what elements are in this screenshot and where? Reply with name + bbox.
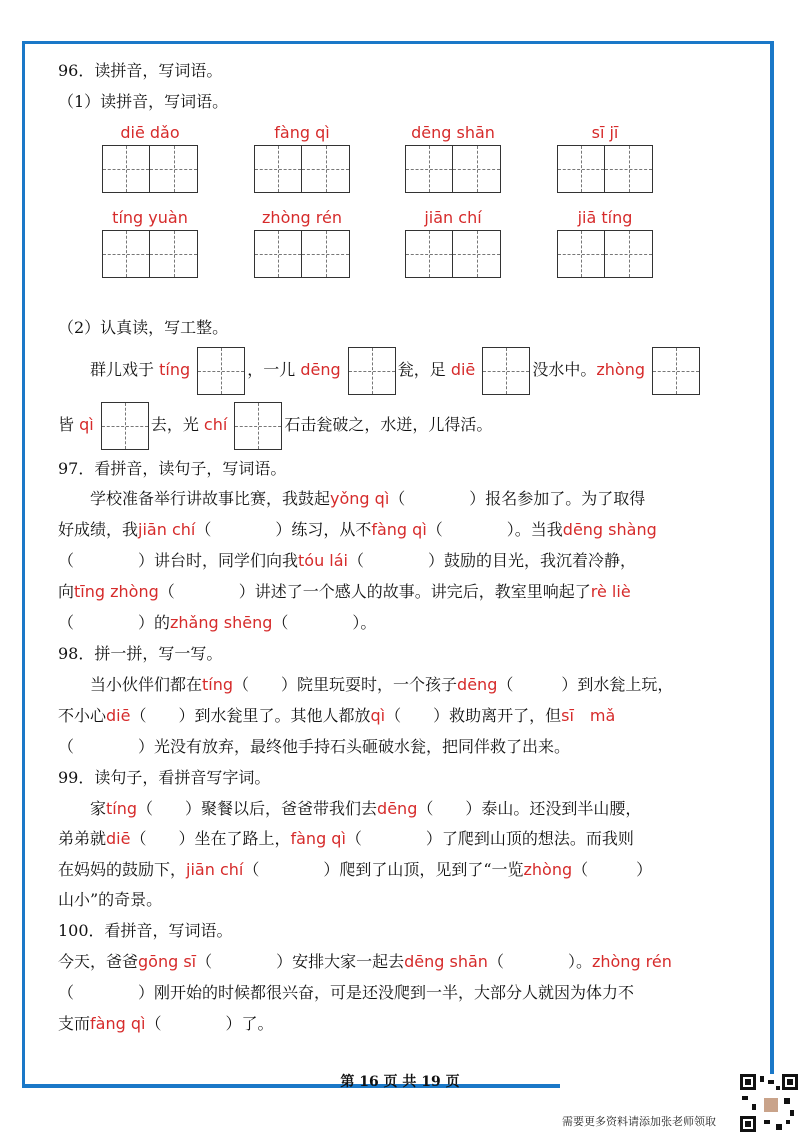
pinyin: rè liè [590, 582, 631, 601]
text: 在妈妈的鼓励下， [58, 860, 187, 879]
q100-line-3 [58, 1014, 748, 1034]
writing-box[interactable] [102, 230, 150, 278]
answer-blank[interactable]: （ ）光没有放弃，最终他手持石头砸破水瓮，把同伴救了出来。 [58, 737, 571, 756]
qr-code [740, 1074, 798, 1132]
pinyin: qì [79, 415, 94, 434]
text: 支而 [58, 1014, 91, 1033]
answer-blank[interactable]: （ ）练习，从不 [195, 520, 372, 539]
pinyin: dēng [377, 799, 418, 818]
writing-box[interactable] [302, 230, 350, 278]
answer-blank[interactable]: （ ）的 [58, 613, 171, 632]
q100-line-2 [58, 983, 748, 1003]
q99-line-2 [58, 829, 748, 849]
q100-title: 100．看拼音，写词语。 [58, 921, 233, 940]
writing-box[interactable] [453, 145, 501, 193]
writing-box[interactable] [101, 402, 149, 450]
writing-box[interactable] [150, 145, 198, 193]
pinyin: gōng sī [138, 952, 197, 971]
pinyin: tíng [159, 360, 191, 379]
answer-blank[interactable]: （ ）到水瓮上玩， [497, 675, 674, 694]
word-grid-row-1 [100, 123, 740, 175]
answer-blank[interactable]: （ ）了爬到山顶的想法。而我则 [345, 829, 634, 848]
pinyin: dēng shān [404, 952, 488, 971]
answer-blank[interactable]: （ ）院里玩耍时，一个孩子 [233, 675, 458, 694]
writing-box[interactable] [102, 145, 150, 193]
writing-box[interactable] [605, 145, 653, 193]
word-cell [100, 123, 200, 193]
pinyin: dēng shàng [562, 520, 657, 539]
q97-line-5 [58, 613, 748, 633]
avatar [762, 1096, 780, 1114]
answer-blank[interactable]: （ ）聚餐以后，爸爸带我们去 [137, 799, 378, 818]
q98-line-3 [58, 737, 748, 757]
text: 当小伙伴们都在 [90, 675, 203, 694]
text: 家 [90, 799, 107, 818]
answer-blank[interactable]: （ ）。当我 [426, 520, 563, 539]
pinyin: diē [106, 706, 131, 725]
q100-line-1 [58, 952, 748, 972]
q98-title: 98．拼一拼，写一写。 [58, 644, 223, 663]
answer-blank[interactable]: （ ）。 [272, 613, 377, 632]
answer-blank[interactable]: （ ）爬到了山顶，见到了“一览 [243, 860, 524, 879]
pinyin: tíng [202, 675, 234, 694]
writing-box[interactable] [302, 145, 350, 193]
answer-blank[interactable]: （ ）泰山。还没到半山腰， [417, 799, 642, 818]
q97-line-2 [58, 520, 748, 540]
text: 山小”的奇景。 [58, 890, 163, 909]
writing-box[interactable] [348, 347, 396, 395]
writing-box[interactable] [652, 347, 700, 395]
q97-line-1 [90, 489, 780, 509]
pinyin: qì [370, 706, 386, 725]
writing-box[interactable] [197, 347, 245, 395]
word-cell [252, 208, 352, 278]
pinyin: fàng qì [274, 123, 330, 142]
pinyin: yǒng qì [330, 489, 390, 508]
writing-box[interactable] [557, 230, 605, 278]
pinyin: zhǎng shēng [170, 613, 273, 632]
q96-part2-title: （2）认真读，写工整。 [58, 318, 229, 337]
pinyin: dēng shān [411, 123, 495, 142]
writing-box[interactable] [254, 230, 302, 278]
answer-blank[interactable]: （ ）讲述了一个感人的故事。讲完后，教室里响起了 [158, 582, 591, 601]
text: 皆 [58, 415, 75, 434]
answer-blank[interactable]: （ ）了。 [145, 1014, 274, 1033]
pinyin: zhòng [523, 860, 573, 879]
q96-title: 96．读拼音，写词语。 [58, 61, 223, 80]
writing-box[interactable] [453, 230, 501, 278]
q99-line-3 [58, 860, 748, 880]
answer-blank[interactable]: （ ）报名参加了。为了取得 [389, 489, 646, 508]
writing-box[interactable] [605, 230, 653, 278]
pinyin: diē [450, 360, 476, 379]
word-cell [100, 208, 200, 278]
text: 不小心 [58, 706, 107, 725]
word-grid-row-2 [100, 208, 740, 260]
pinyin: zhòng rén [591, 952, 672, 971]
text: ，一儿 [247, 360, 296, 379]
pinyin: tīng zhòng [74, 582, 159, 601]
pinyin: dēng [300, 360, 341, 379]
answer-blank[interactable]: （ ）讲台时，同学们向我 [58, 551, 299, 570]
pinyin: zhòng rén [262, 208, 342, 227]
pinyin: tóu lái [298, 551, 348, 570]
q96-sentence-1 [90, 345, 780, 395]
q98-line-1 [90, 675, 780, 695]
q97-line-3 [58, 551, 748, 571]
word-cell [403, 208, 503, 278]
answer-blank[interactable]: （ ）。 [487, 952, 592, 971]
text: 石击瓮破之，水迸，儿得活。 [284, 415, 493, 434]
pinyin: fàng qì [371, 520, 427, 539]
pinyin: tíng [106, 799, 138, 818]
q97-title: 97．看拼音，读句子，写词语。 [58, 459, 287, 478]
text: 好成绩，我 [58, 520, 139, 539]
answer-blank[interactable]: （ ）到水瓮里了。其他人都放 [130, 706, 371, 725]
q99-title: 99．读句子，看拼音写字词。 [58, 768, 271, 787]
pinyin: diē dǎo [120, 123, 180, 142]
answer-blank[interactable]: （ ）救助离开了，但 [385, 706, 562, 725]
q99-line-1 [90, 799, 780, 819]
writing-box[interactable] [405, 145, 453, 193]
text: 没水中。 [532, 360, 597, 379]
writing-box[interactable] [234, 402, 282, 450]
pinyin: jiān chí [186, 860, 244, 879]
footer-note: 需要更多资料请添加张老师领取 [562, 1115, 716, 1128]
pinyin: fàng qì [90, 1014, 146, 1033]
answer-blank[interactable]: （ ） [572, 860, 653, 879]
pinyin: jiā tíng [577, 208, 633, 227]
writing-box[interactable] [150, 230, 198, 278]
word-cell [403, 123, 503, 193]
q98-line-2 [58, 706, 748, 726]
writing-box[interactable] [254, 145, 302, 193]
pinyin: jiān chí [138, 520, 196, 539]
pinyin: diē [106, 829, 131, 848]
pinyin: sī jī [591, 123, 619, 142]
word-cell [555, 208, 655, 278]
pinyin: jiān chí [424, 208, 482, 227]
text: 学校准备举行讲故事比赛，我鼓起 [90, 489, 331, 508]
pinyin: sī mǎ [561, 706, 616, 725]
text: 瓮，足 [397, 360, 446, 379]
answer-blank[interactable]: （ ）安排大家一起去 [196, 952, 405, 971]
word-cell [555, 123, 655, 193]
writing-box[interactable] [557, 145, 605, 193]
writing-box[interactable] [482, 347, 530, 395]
text: 去，光 [150, 415, 199, 434]
page-number: 第 16 页 共 19 页 [340, 1074, 460, 1090]
text: 弟弟就 [58, 829, 107, 848]
q99-line-4 [58, 890, 748, 910]
pinyin: tíng yuàn [112, 208, 188, 227]
answer-blank[interactable]: （ ）鼓励的目光，我沉着冷静， [348, 551, 637, 570]
text: 今天，爸爸 [58, 952, 139, 971]
word-cell [252, 123, 352, 193]
pinyin: fàng qì [290, 829, 346, 848]
q96-part1-title: （1）读拼音，写词语。 [58, 92, 229, 111]
pinyin: zhòng [596, 360, 646, 379]
pinyin: dēng [457, 675, 498, 694]
answer-blank[interactable]: （ ）刚开始的时候都很兴奋，可是还没爬到一半，大部分人就因为体力不 [58, 983, 635, 1002]
text: 向 [58, 582, 75, 601]
text: 群儿戏于 [90, 360, 155, 379]
pinyin: chí [203, 415, 228, 434]
answer-blank[interactable]: （ ）坐在了路上， [130, 829, 291, 848]
q96-sentence-2 [58, 400, 748, 450]
q97-line-4 [58, 582, 748, 602]
writing-box[interactable] [405, 230, 453, 278]
